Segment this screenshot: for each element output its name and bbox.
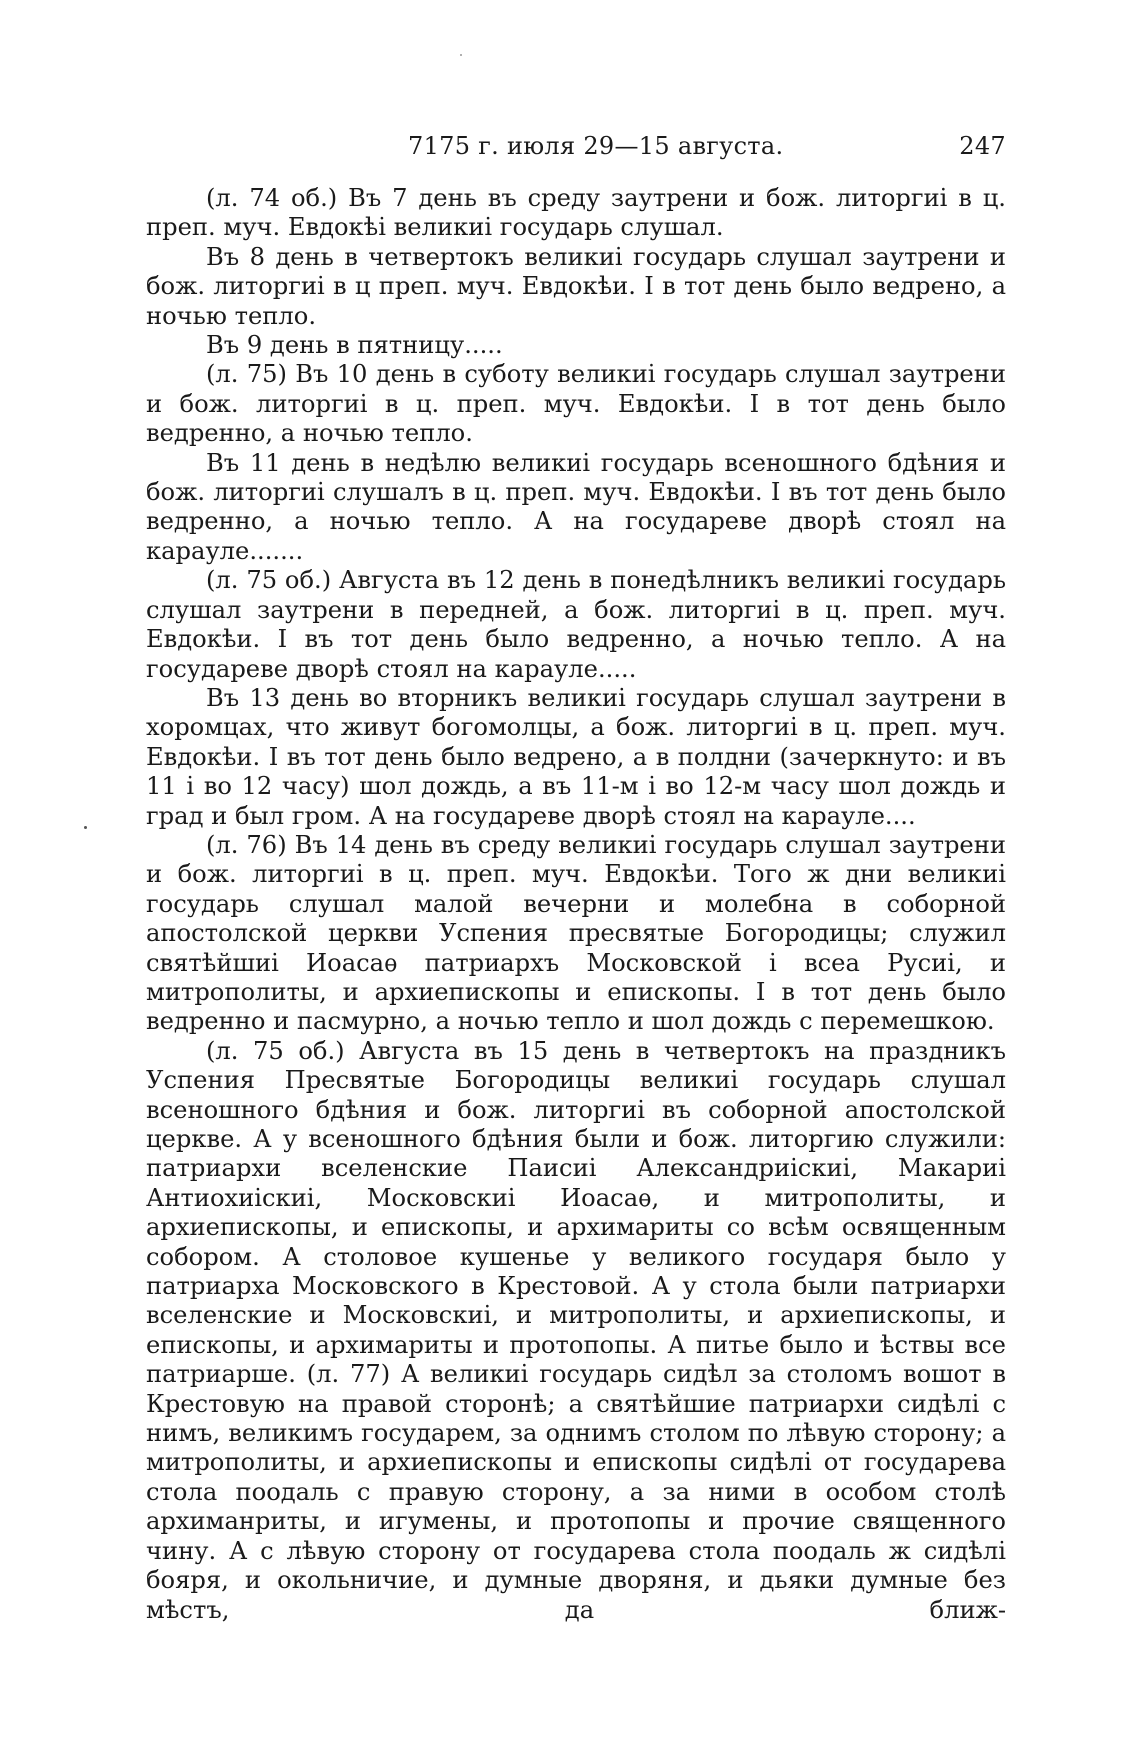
- page-number: 247: [959, 132, 1006, 160]
- paragraph-day-10: (л. 75) Въ 10 день в суботу великиі государь слушал заутрени и бож. литоргиі в ц. преп. муч. Евдокѣи. І в тот день было ведренно, а ночью тепло.: [146, 360, 1006, 448]
- running-title: 7175 г. июля 29—15 августа.: [408, 132, 784, 160]
- paragraph-day-12: (л. 75 об.) Августа въ 12 день в понедѣлникъ великиі государь слушал заутрени в передней, а бож. литоргиі в ц. преп. муч. Евдокѣи. І въ тот день было ведренно, а ночью тепло. А на государеве дворѣ стоял на карауле.....: [146, 566, 1006, 683]
- paragraph-day-14: (л. 76) Въ 14 день въ среду великиі государь слушал заутрени и бож. литоргиі в ц. преп. муч. Евдокѣи. Того ж дни великиі государь слушал малой вечерни и молебна в соборной апостолской церкви Успения пресвятые Богородицы; служил святѣйшиі Иоасаѳ патриархъ Московской і всеа Русиі, и митрополиты, и архиепископы и епископы. І в тот день было ведренно и пасмурно, а ночью тепло и шол дождь с перемешкою.: [146, 830, 1006, 1036]
- paragraph-day-9: Въ 9 день в пятницу.....: [206, 331, 503, 360]
- paragraph-day-13: Въ 13 день во вторникъ великиі государь слушал заутрени в хоромцах, что живут богомолцы, а бож. литоргиі в ц. преп. муч. Евдокѣи. І въ тот день было ведрено, а в полдни (зачеркнуто: и въ 11 і во 12 часу) шол дождь, а въ 11-м і во 12-м часу шол дождь и град и был гром. А на государеве дворѣ стоял на карауле....: [146, 683, 1006, 830]
- paragraph-day-7: (л. 74 об.) Въ 7 день въ среду заутрени и бож. литоргиі в ц. преп. муч. Евдокѣі великиі государь слушал.: [146, 184, 1006, 242]
- page-body: [146, 184, 1006, 1625]
- paragraph-day-15: (л. 75 об.) Августа въ 15 день в четвертокъ на праздникъ Успения Пресвятые Богородицы великиі государь слушал всеношного бдѣния и бож. литоргиі въ соборной апостолской церкве. А у всеношного бдѣния были и бож. литоргию служили: патриархи вселенские Паисиі Александриіскиі, Макариі Антиохиіскиі, Московскиі Иоасаѳ, и митрополиты, и архиепископы, и епископы, и архимариты со всѣм освященным собором. А столовое кушенье у великого государя было у патриарха Московского в Крестовой. А у стола были патриархи вселенские и Московскиі, и митрополиты, и архиепископы, и епископы, и архимариты и протопопы. А питье было и ѣствы все патриарше. (л. 77) А великиі государь сидѣл за столомъ вошот в Крестовую на правой сторонѣ; а святѣйшие патриархи сидѣлі с нимъ, великимъ государем, за однимъ столом по лѣвую сторону; а митрополиты, и архиепископы и епископы сидѣлі от государева стола поодаль с правую сторону, а за ними в особом столѣ архиманриты, и игумены, и протопопы и прочие священного чину. А с лѣвую сторону от государева стола поодаль ж сидѣлі бояря, и окольничие, и думные дворяня, и дьяки думные без мѣстъ, да ближ-: [146, 1036, 1006, 1624]
- margin-mark: [84, 826, 87, 829]
- page-header: [146, 118, 1006, 160]
- paragraph-day-8: Въ 8 день в четвертокъ великиі государь слушал заутрени и бож. литоргиі в ц преп. муч. Евдокѣи. І в тот день было ведрено, а ночью тепло.: [146, 242, 1006, 330]
- paragraph-day-11: Въ 11 день в недѣлю великиі государь всеношного бдѣния и бож. литоргиі слушалъ в ц. преп. муч. Евдокѣи. І въ тот день было ведренно, а ночью тепло. А на государеве дворѣ стоял на карауле.......: [146, 448, 1006, 565]
- book-page: [146, 118, 1006, 1625]
- scan-speck: [460, 54, 462, 56]
